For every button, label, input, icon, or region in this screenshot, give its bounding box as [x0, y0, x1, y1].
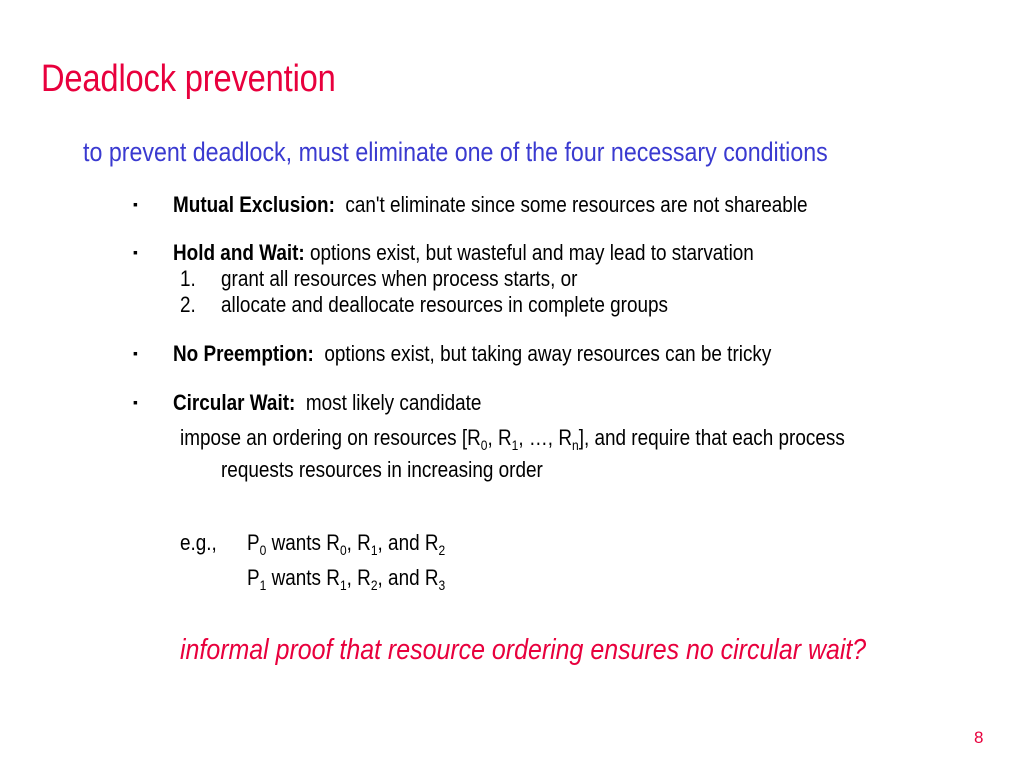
list-item: 2.: [180, 292, 196, 317]
bullet-label: Hold and Wait:: [173, 240, 305, 265]
example-line-p1: $P_1$ wants $R_1$, $R_2$, and $R_3$: [247, 565, 446, 593]
bullet-no-preemption: [173, 341, 771, 367]
list-item-text: grant all resources when process starts, or: [221, 266, 578, 291]
bullet-mutual-exclusion: [173, 192, 808, 218]
bullet-marker: ▪: [133, 196, 138, 212]
bullet-hold-and-wait: [173, 240, 754, 266]
bullet-circular-wait: [173, 390, 481, 416]
bullet-label: No Preemption:: [173, 341, 314, 366]
bullet-text: can't eliminate since some resources are not shareable: [345, 192, 808, 217]
discussion-question: informal proof that resource ordering ensures no circular wait?: [180, 634, 867, 666]
list-item-text: allocate and deallocate resources in complete groups: [221, 292, 668, 317]
bullet-text: options exist, but taking away resources can be tricky: [324, 341, 772, 366]
page-number: 8: [974, 728, 984, 747]
slide-subtitle: to prevent deadlock, must eliminate one of the four necessary conditions: [83, 137, 828, 167]
list-item: 1.: [180, 266, 196, 291]
bullet-marker: ▪: [133, 244, 138, 260]
circular-wait-detail-line1: impose an ordering on resources [$R_0$, $R_1$, …, $R_n$], and require that each process: [180, 425, 845, 453]
bullet-label: Mutual Exclusion:: [173, 192, 335, 217]
example-label: e.g.,: [180, 530, 217, 555]
bullet-label: Circular Wait:: [173, 390, 296, 415]
slide-title: Deadlock prevention: [41, 58, 336, 100]
circular-wait-detail-line2: requests resources in increasing order: [221, 457, 543, 482]
bullet-marker: ▪: [133, 394, 138, 410]
example-line-p0: $P_0$ wants $R_0$, $R_1$, and $R_2$: [247, 530, 446, 558]
bullet-marker: ▪: [133, 345, 138, 361]
bullet-text: options exist, but wasteful and may lead to starvation: [309, 240, 754, 265]
bullet-text: most likely candidate: [305, 390, 482, 415]
